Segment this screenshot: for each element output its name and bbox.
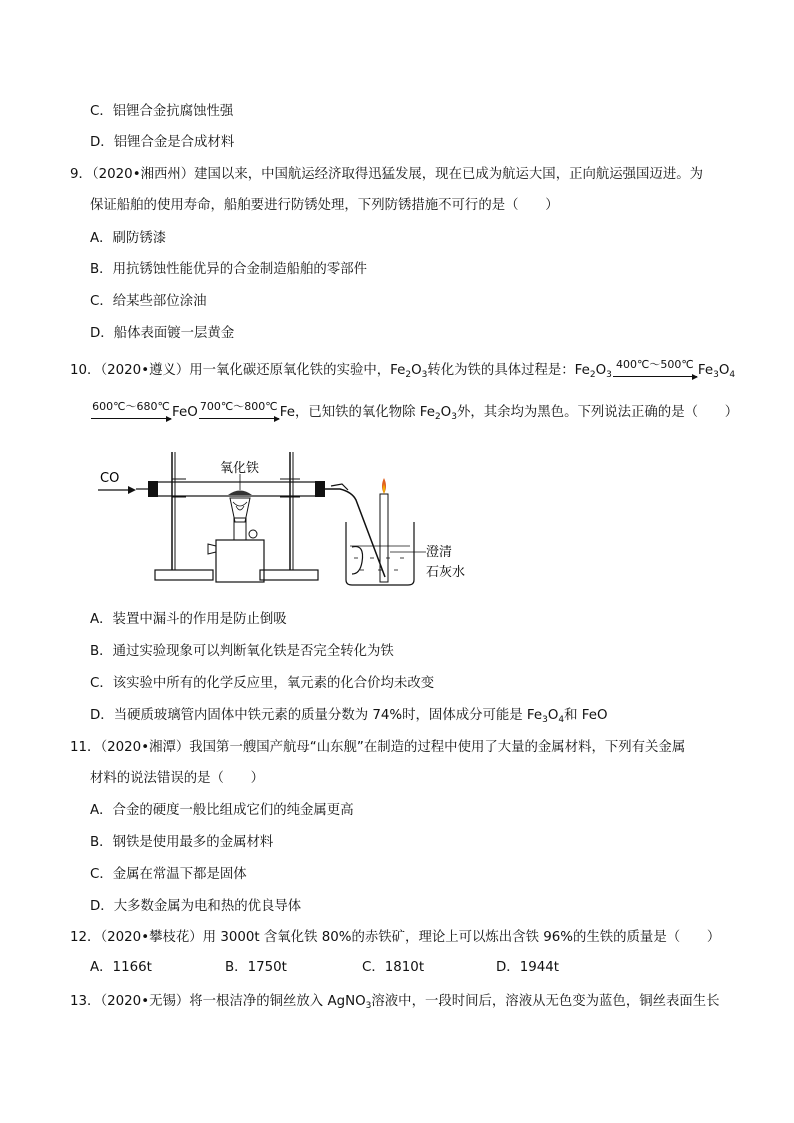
q9-option-a: A．刷防锈漆 [90, 231, 167, 246]
q9-stem-line2: 保证船舶的使用寿命，船舶要进行防锈处理，下列防锈措施不可行的是（ ） [90, 198, 559, 213]
q13-stem-line1: 13．（2020•无锡）将一根洁净的铜丝放入 AgNO$_3$溶液中，一段时间后，溶液从无色变为蓝色，铜丝表面生长 [70, 994, 720, 1011]
q12-option-b: B．1750t [225, 960, 287, 975]
iron-oxide-label: 氧化铁 [220, 461, 260, 476]
q10-option-a: A．装置中漏斗的作用是防止倒吸 [90, 612, 287, 627]
q9-option-d: D．船体表面镀一层黄金 [90, 326, 235, 341]
reaction-arrow-1: 400℃～500℃ [612, 359, 698, 377]
q11-option-a: A．合金的硬度一般比组成它们的纯金属更高 [90, 803, 354, 818]
q11-option-b: B．钢铁是使用最多的金属材料 [90, 835, 274, 850]
svg-text:澄清: 澄清 [426, 545, 453, 560]
q11-stem-line1: 11．（2020•湘潭）我国第一艘国产航母“山东舰”在制造的过程中使用了大量的金属材料，下列有关金属 [70, 740, 686, 755]
q8-option-d: D．铝锂合金是合成材料 [90, 135, 235, 150]
alcohol-lamp [208, 498, 264, 582]
q8-option-c: C．铝锂合金抗腐蚀性强 [90, 104, 234, 119]
co-reduction-apparatus-figure [90, 452, 480, 587]
reaction-arrow-3: 700℃～800℃ [198, 401, 280, 419]
question-source: （2020•湘西州） [91, 167, 195, 182]
q10-stem-line2: 600℃～680℃ FeO 700℃～800℃ Fe，已知铁的氧化物除 $Fe_2O_3$外，其余均为黑色。下列说法正确的是（ ） [90, 403, 738, 425]
q10-option-b: B．通过实验现象可以判断氧化铁是否完全转化为铁 [90, 644, 394, 659]
question-number: 10． [70, 363, 101, 378]
iron-oxide-powder [220, 460, 259, 495]
q12-stem: 12．（2020•攀枝花）用 3000t 含氧化铁 80%的赤铁矿，理论上可以炼出含铁 96%的生铁的质量是（ ） [70, 930, 721, 945]
right-iron-stand [260, 452, 318, 580]
q12-option-a: A．1166t [90, 960, 152, 975]
question-source: （2020•攀枝花） [100, 930, 203, 945]
q10-option-c: C．该实验中所有的化学反应里，氧元素的化合价均未改变 [90, 676, 435, 691]
question-number: 12． [70, 930, 101, 945]
question-number: 13． [70, 994, 101, 1009]
question-source: （2020•无锡） [100, 994, 190, 1009]
question-stem: 建国以来，中国航运经济取得迅猛发展，现在已成为航运大国，正向航运强国迈进。为 [194, 167, 703, 182]
co-label: CO [100, 471, 120, 486]
q9-option-b: B．用抗锈蚀性能优异的合金制造船舶的零部件 [90, 262, 367, 277]
q12-option-d: D．1944t [496, 960, 560, 975]
question-source: （2020•湘潭） [100, 740, 190, 755]
q11-stem-line2: 材料的说法错误的是（ ） [90, 771, 265, 786]
svg-text:石灰水: 石灰水 [426, 565, 466, 580]
question-number: 9． [70, 167, 92, 182]
q10-option-d: D．当硬质玻璃管内固体中铁元素的质量分数为 74%时，固体成分可能是 $Fe_3O_4$和 FeO [90, 708, 608, 725]
left-iron-stand [155, 452, 213, 580]
co-inlet-arrow [98, 471, 136, 494]
outlet-tube [325, 484, 385, 577]
q11-option-d: D．大多数金属为电和热的优良导体 [90, 899, 302, 914]
q12-option-c: C．1810t [362, 960, 425, 975]
question-number: 11． [70, 740, 101, 755]
q9-option-c: C．给某些部位涂油 [90, 294, 207, 309]
question-source: （2020•遵义） [100, 363, 190, 378]
limewater-label [390, 544, 465, 580]
reaction-arrow-2: 600℃～680℃ [90, 401, 172, 419]
q11-option-c: C．金属在常温下都是固体 [90, 867, 247, 882]
q10-stem-line1: 10．（2020•遵义）用一氧化碳还原氧化铁的实验中，$Fe_2O_3$转化为铁的具体过程是：$Fe_2O_3$ 400℃～500℃ $Fe_3O_4$ [70, 358, 736, 380]
q9-stem-line1 [70, 165, 703, 185]
